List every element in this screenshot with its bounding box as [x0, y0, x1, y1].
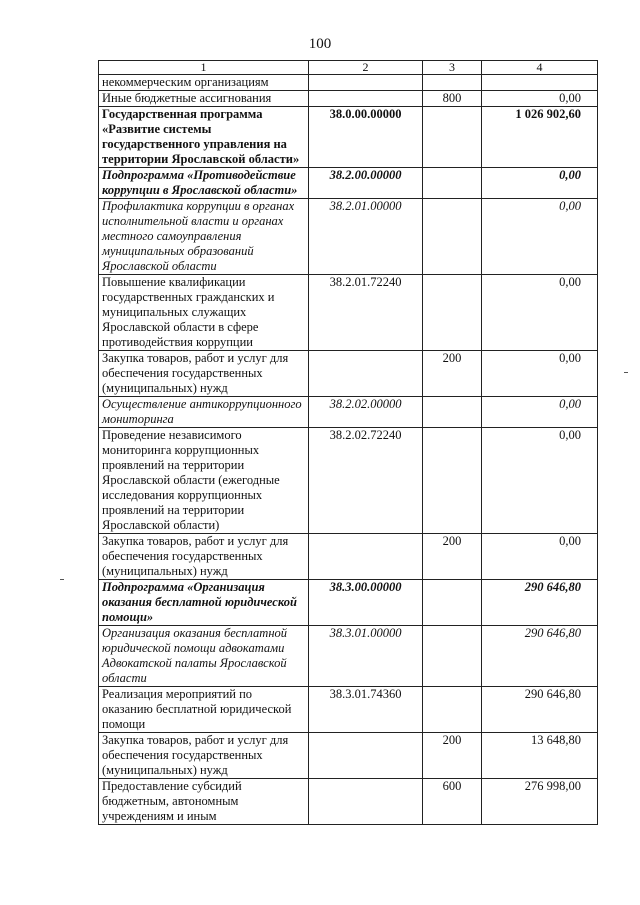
- table-row: [99, 91, 598, 107]
- row-code-cell: 38.3.00.00000: [309, 580, 423, 626]
- table-row: [99, 107, 598, 168]
- row-amount-cell: 0,00: [482, 91, 598, 107]
- table-row: [99, 75, 598, 91]
- column-header: 3: [423, 61, 482, 75]
- row-code-cell: [309, 733, 423, 779]
- row-name-cell: Профилактика коррупции в органах исполнительной власти и органах местного самоуправления муниципальных образований Ярославской области: [99, 199, 309, 275]
- row-code-cell: 38.2.00.00000: [309, 168, 423, 199]
- table-row: [99, 275, 598, 351]
- row-amount-cell: 1 026 902,60: [482, 107, 598, 168]
- row-name-cell: Иные бюджетные ассигнования: [99, 91, 309, 107]
- table-row: [99, 580, 598, 626]
- table-row: [99, 397, 598, 428]
- row-type-cell: [423, 626, 482, 687]
- row-code-cell: 38.3.01.00000: [309, 626, 423, 687]
- row-type-cell: 800: [423, 91, 482, 107]
- row-type-cell: [423, 397, 482, 428]
- row-code-cell: [309, 534, 423, 580]
- row-type-cell: [423, 580, 482, 626]
- row-code-cell: 38.2.02.72240: [309, 428, 423, 534]
- row-name-cell: Повышение квалификации государственных гражданских и муниципальных служащих Ярославской области в сфере противодействия коррупции: [99, 275, 309, 351]
- row-code-cell: 38.2.01.72240: [309, 275, 423, 351]
- table-row: [99, 168, 598, 199]
- table-header-row: [99, 61, 598, 75]
- row-amount-cell: 0,00: [482, 428, 598, 534]
- table-row: [99, 733, 598, 779]
- table-row: [99, 626, 598, 687]
- row-amount-cell: 13 648,80: [482, 733, 598, 779]
- row-type-cell: 200: [423, 534, 482, 580]
- row-code-cell: 38.0.00.00000: [309, 107, 423, 168]
- row-name-cell: Подпрограмма «Организация оказания бесплатной юридической помощи»: [99, 580, 309, 626]
- row-name-cell: Закупка товаров, работ и услуг для обеспечения государственных (муниципальных) нужд: [99, 351, 309, 397]
- row-name-cell: Государственная программа «Развитие системы государственного управления на территории Ярославской области»: [99, 107, 309, 168]
- row-amount-cell: 0,00: [482, 534, 598, 580]
- row-code-cell: [309, 75, 423, 91]
- row-code-cell: 38.2.01.00000: [309, 199, 423, 275]
- table-row: [99, 428, 598, 534]
- row-code-cell: [309, 91, 423, 107]
- margin-mark: [60, 579, 64, 580]
- row-name-cell: Закупка товаров, работ и услуг для обеспечения государственных (муниципальных) нужд: [99, 534, 309, 580]
- table-row: [99, 779, 598, 825]
- page-number: 100: [308, 36, 332, 52]
- row-type-cell: [423, 75, 482, 91]
- column-header: 2: [309, 61, 423, 75]
- row-type-cell: [423, 428, 482, 534]
- table-row: [99, 199, 598, 275]
- budget-table: [98, 60, 598, 825]
- row-amount-cell: 0,00: [482, 199, 598, 275]
- row-amount-cell: 290 646,80: [482, 626, 598, 687]
- row-type-cell: 200: [423, 733, 482, 779]
- column-header: 4: [482, 61, 598, 75]
- column-header: 1: [99, 61, 309, 75]
- row-amount-cell: 0,00: [482, 397, 598, 428]
- row-name-cell: Закупка товаров, работ и услуг для обеспечения государственных (муниципальных) нужд: [99, 733, 309, 779]
- row-type-cell: 600: [423, 779, 482, 825]
- row-name-cell: Организация оказания бесплатной юридической помощи адвокатами Адвокатской палаты Ярославской области: [99, 626, 309, 687]
- row-type-cell: 200: [423, 351, 482, 397]
- row-amount-cell: 0,00: [482, 351, 598, 397]
- row-type-cell: [423, 687, 482, 733]
- row-name-cell: некоммерческим организациям: [99, 75, 309, 91]
- table-row: [99, 351, 598, 397]
- table-row: [99, 534, 598, 580]
- row-type-cell: [423, 199, 482, 275]
- row-amount-cell: 290 646,80: [482, 687, 598, 733]
- margin-mark: [624, 372, 628, 373]
- row-amount-cell: 276 998,00: [482, 779, 598, 825]
- row-code-cell: [309, 351, 423, 397]
- row-name-cell: Предоставление субсидий бюджетным, автономным учреждениям и иным: [99, 779, 309, 825]
- row-amount-cell: 0,00: [482, 275, 598, 351]
- row-code-cell: 38.2.02.00000: [309, 397, 423, 428]
- row-name-cell: Проведение независимого мониторинга коррупционных проявлений на территории Ярославской области (ежегодные исследования коррупционных проявлений на территории Ярославской области): [99, 428, 309, 534]
- row-amount-cell: [482, 75, 598, 91]
- row-type-cell: [423, 168, 482, 199]
- table-row: [99, 687, 598, 733]
- row-amount-cell: 290 646,80: [482, 580, 598, 626]
- row-name-cell: Осуществление антикоррупционного мониторинга: [99, 397, 309, 428]
- row-name-cell: Подпрограмма «Противодействие коррупции в Ярославской области»: [99, 168, 309, 199]
- row-name-cell: Реализация мероприятий по оказанию бесплатной юридической помощи: [99, 687, 309, 733]
- row-type-cell: [423, 275, 482, 351]
- row-code-cell: 38.3.01.74360: [309, 687, 423, 733]
- row-type-cell: [423, 107, 482, 168]
- row-code-cell: [309, 779, 423, 825]
- row-amount-cell: 0,00: [482, 168, 598, 199]
